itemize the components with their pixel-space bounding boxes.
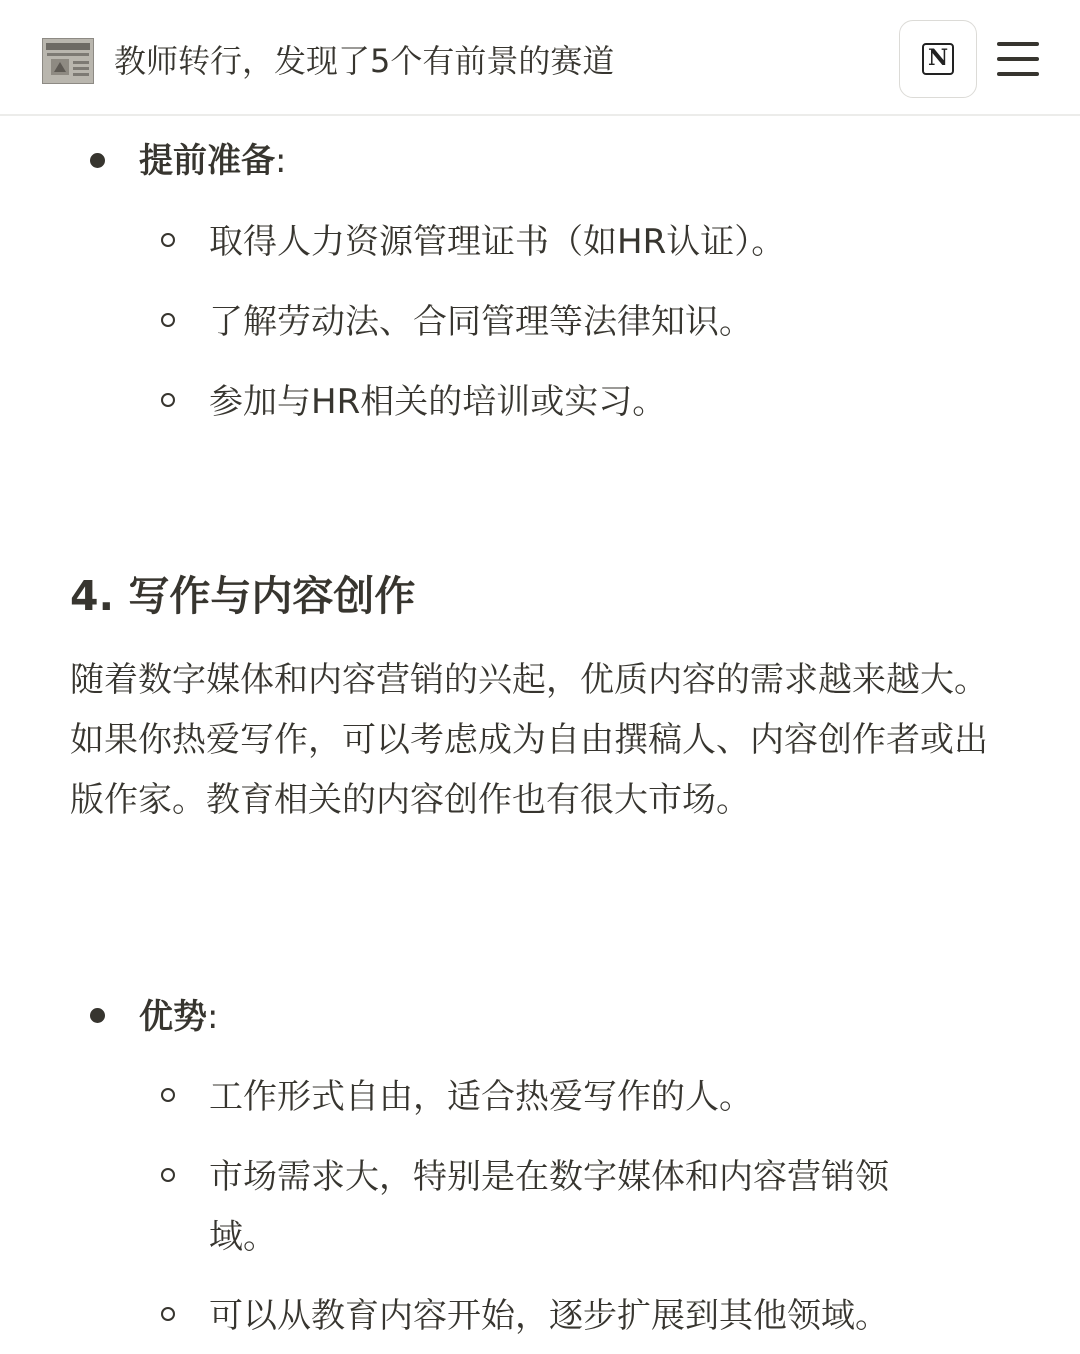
- advantages-colon: :: [207, 997, 219, 1037]
- sub-bullet-icon: [161, 393, 175, 407]
- prep-item-2: 了解劳动法、合同管理等法律知识。: [209, 302, 753, 342]
- advantages-label: 优势: [139, 997, 207, 1037]
- hamburger-menu-icon[interactable]: [997, 40, 1039, 78]
- page-title[interactable]: 教师转行，发现了5个有前景的赛道: [114, 42, 615, 80]
- top-bar: [0, 0, 1080, 116]
- advantages-heading: [139, 987, 218, 1047]
- prep-label: 提前准备: [139, 141, 275, 181]
- newspaper-icon[interactable]: [42, 38, 94, 84]
- sub-bullet-icon: [161, 313, 175, 327]
- bullet-icon: [90, 153, 105, 168]
- notion-logo-icon: N: [922, 43, 954, 75]
- sub-bullet-icon: [161, 1088, 175, 1102]
- prep-heading: [139, 131, 286, 191]
- notion-button[interactable]: [899, 20, 977, 98]
- advantage-item-3: 可以从教育内容开始，逐步扩展到其他领域。: [209, 1296, 889, 1336]
- prep-colon: :: [275, 141, 287, 181]
- section-heading: 4. 写作与内容创作: [70, 572, 416, 620]
- prep-item-3: 参加与HR相关的培训或实习。: [209, 382, 667, 422]
- sub-bullet-icon: [161, 233, 175, 247]
- advantage-item-2: 市场需求大，特别是在数字媒体和内容营销领: [209, 1157, 889, 1197]
- advantage-item-1: 工作形式自由，适合热爱写作的人。: [209, 1077, 753, 1117]
- bullet-icon: [90, 1008, 105, 1023]
- prep-item-1: 取得人力资源管理证书（如HR认证）。: [209, 222, 786, 262]
- advantage-item-2-cont: 域。: [209, 1217, 277, 1257]
- sub-bullet-icon: [161, 1168, 175, 1182]
- section-paragraph: 随着数字媒体和内容营销的兴起，优质内容的需求越来越大。如果你热爱写作，可以考虑成为自由撰稿人、内容创作者或出版作家。教育相关的内容创作也有很大市场。: [70, 660, 988, 820]
- sub-bullet-icon: [161, 1307, 175, 1321]
